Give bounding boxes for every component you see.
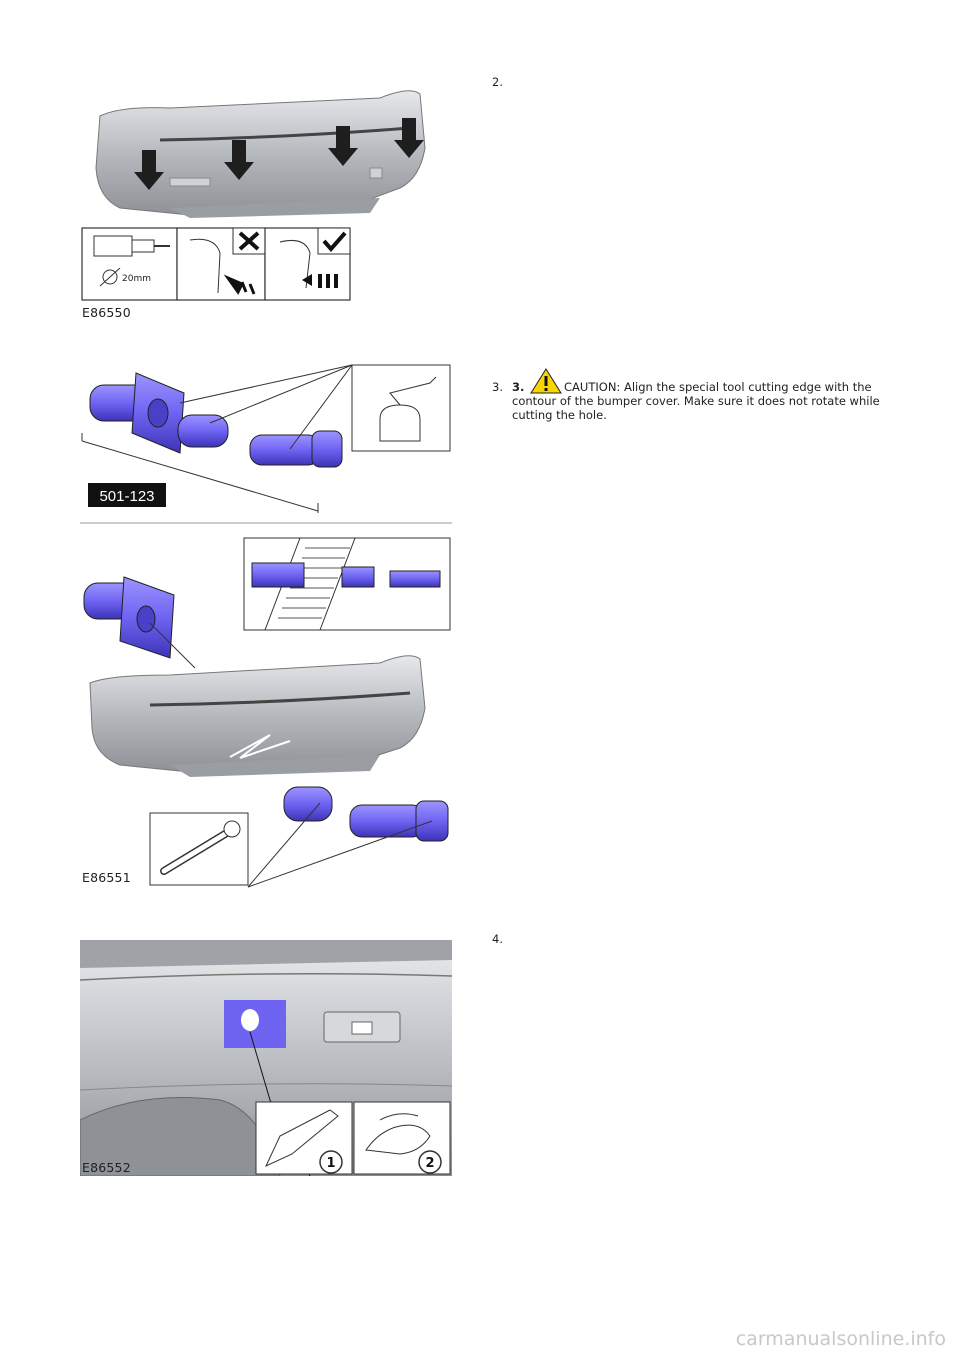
drill-size-label: 20mm	[122, 274, 151, 284]
knife-inset	[256, 1102, 352, 1174]
tool-assembly-illustration	[248, 787, 448, 887]
step-bold-number: 3.	[512, 380, 525, 394]
oil-can-inset	[352, 365, 450, 451]
caution-triangle-icon	[530, 368, 562, 394]
step-number: 3.	[492, 380, 503, 394]
svg-text:2: 2	[425, 1156, 435, 1171]
step-number: 2.	[492, 75, 503, 89]
cutter-illustration	[84, 577, 195, 668]
bumper-illustration	[90, 656, 425, 777]
wrong-method-inset	[177, 228, 265, 300]
figure-id: E86550	[82, 305, 131, 320]
hand-deburr-inset	[354, 1102, 450, 1174]
svg-text:501-123: 501-123	[99, 488, 155, 505]
figure-id: E86552	[82, 1160, 131, 1175]
correct-method-inset	[265, 228, 350, 300]
tool-number-badge	[88, 483, 166, 507]
section-view-inset	[244, 538, 450, 630]
drill-bit-inset	[82, 228, 177, 300]
step-number: 4.	[492, 932, 503, 946]
figure-e86550	[80, 78, 452, 308]
wrench-inset	[150, 813, 248, 885]
watermark: carmanualsonline.info	[735, 1328, 946, 1350]
svg-text:1: 1	[326, 1156, 336, 1171]
caution-step-text	[512, 368, 912, 422]
caution-label: CAUTION:	[564, 380, 621, 394]
figure-e86552	[80, 940, 452, 1176]
figure-id: E86551	[82, 870, 131, 885]
caution-text: Align the special tool cutting edge with the contour of the bumper cover. Make sure it does not rotate while cutting the hole.	[512, 380, 880, 422]
figure-e86551	[80, 363, 452, 888]
